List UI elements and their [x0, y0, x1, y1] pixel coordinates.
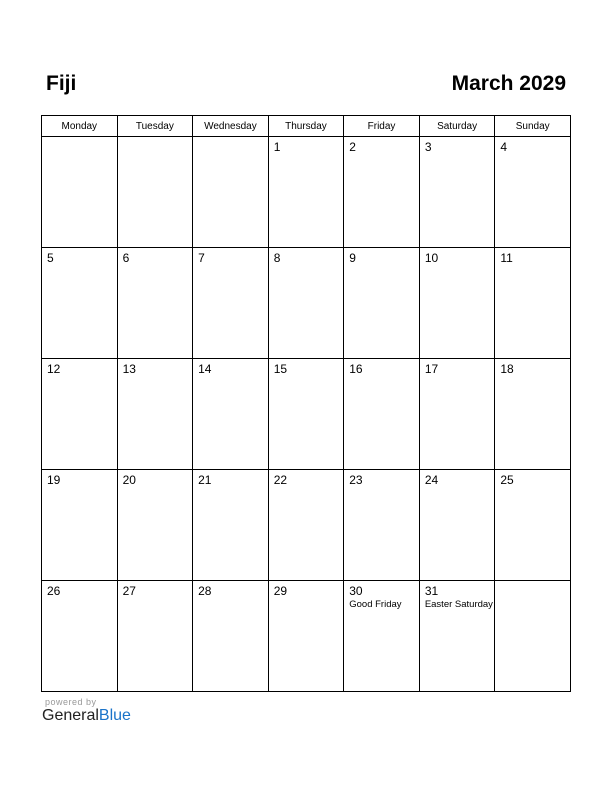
day-number: 19	[47, 473, 61, 487]
weekday-header: Saturday	[419, 116, 495, 137]
week-row	[42, 359, 571, 470]
day-number: 2	[349, 140, 356, 154]
day-cell	[419, 581, 495, 692]
day-cell	[495, 470, 571, 581]
day-number: 27	[122, 584, 136, 598]
day-cell	[419, 248, 495, 359]
brand-logo	[42, 697, 131, 725]
day-cell	[193, 359, 269, 470]
day-cell	[344, 470, 420, 581]
day-number: 8	[273, 251, 281, 265]
weekday-header: Friday	[344, 116, 420, 137]
weekday-header: Wednesday	[193, 116, 269, 137]
day-number: 30	[349, 584, 363, 598]
day-cell	[42, 581, 118, 692]
day-number: 20	[122, 473, 136, 487]
week-row	[42, 470, 571, 581]
day-cell	[268, 470, 344, 581]
day-number: 9	[349, 251, 356, 265]
month-title: March 2029	[451, 72, 566, 95]
day-cell	[268, 581, 344, 692]
weekday-header: Sunday	[495, 116, 571, 137]
day-cell	[117, 470, 193, 581]
day-number: 15	[273, 362, 288, 376]
day-number: 7	[198, 251, 205, 265]
day-number: 31	[424, 584, 439, 598]
day-cell	[268, 359, 344, 470]
day-number: 29	[273, 584, 288, 598]
day-cell	[495, 581, 571, 692]
day-cell	[495, 137, 571, 248]
day-number: 21	[198, 473, 212, 487]
day-number: 4	[500, 140, 508, 154]
day-cell	[193, 137, 269, 248]
week-row	[42, 248, 571, 359]
day-number: 5	[47, 251, 54, 265]
day-number: 28	[198, 584, 212, 598]
weekday-header: Tuesday	[117, 116, 193, 137]
day-number: 13	[122, 362, 136, 376]
day-number: 23	[349, 473, 363, 487]
day-cell	[42, 359, 118, 470]
day-number: 25	[500, 473, 514, 487]
weekday-header: Thursday	[268, 116, 344, 137]
day-cell	[344, 581, 420, 692]
day-number: 14	[198, 362, 212, 376]
day-number: 10	[424, 251, 439, 265]
day-cell	[268, 248, 344, 359]
day-number: 16	[349, 362, 363, 376]
holiday-label: Good Friday	[349, 599, 402, 610]
day-cell	[193, 470, 269, 581]
day-cell	[117, 137, 193, 248]
day-number: 3	[424, 140, 432, 154]
day-number: 26	[47, 584, 61, 598]
day-cell	[419, 137, 495, 248]
day-number: 22	[273, 473, 288, 487]
day-number: 17	[424, 362, 439, 376]
day-cell	[117, 248, 193, 359]
day-cell	[117, 581, 193, 692]
day-number: 12	[47, 362, 61, 376]
day-number: 1	[273, 140, 281, 154]
day-number: 18	[500, 362, 514, 376]
brand-blue: Blue	[98, 707, 131, 724]
powered-by-label: powered by	[45, 697, 97, 707]
day-cell	[495, 248, 571, 359]
day-cell	[344, 137, 420, 248]
day-number: 24	[424, 473, 439, 487]
week-row	[42, 581, 571, 692]
week-row	[42, 137, 571, 248]
day-number: 11	[500, 251, 513, 265]
country-title: Fiji	[46, 72, 77, 95]
calendar-grid	[41, 115, 571, 692]
day-cell	[193, 248, 269, 359]
brand-name	[42, 707, 131, 725]
day-number: 6	[122, 251, 130, 265]
day-cell	[495, 359, 571, 470]
day-cell	[42, 248, 118, 359]
day-cell	[344, 359, 420, 470]
holiday-label: Easter Saturday	[424, 599, 493, 610]
brand-general: General	[42, 707, 99, 724]
day-cell	[268, 137, 344, 248]
day-cell	[193, 581, 269, 692]
day-cell	[42, 137, 118, 248]
weekday-header-row	[42, 116, 571, 137]
day-cell	[117, 359, 193, 470]
day-cell	[42, 470, 118, 581]
day-cell	[419, 470, 495, 581]
day-cell	[419, 359, 495, 470]
weekday-header: Monday	[42, 116, 118, 137]
day-cell	[344, 248, 420, 359]
